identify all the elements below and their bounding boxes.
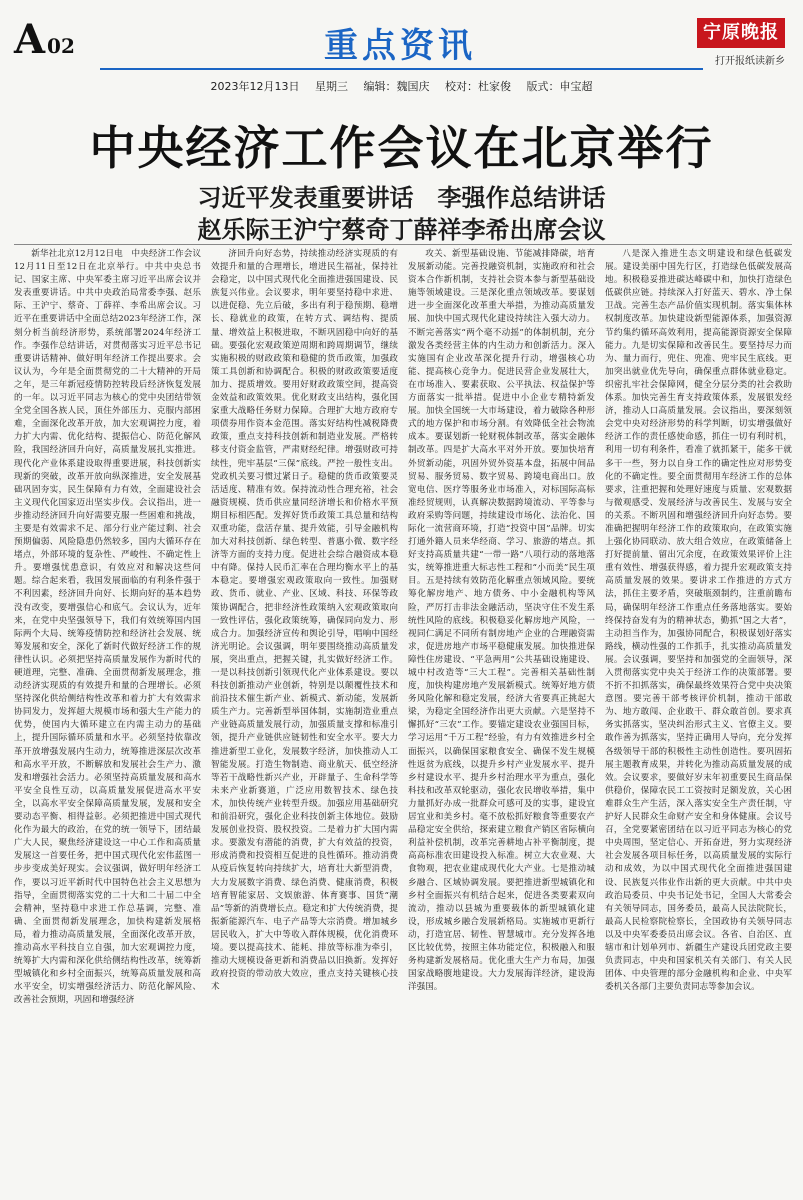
newspaper-slogan: 打开报纸读新乡 — [715, 56, 785, 67]
article-column-1 — [14, 248, 201, 1192]
issue-weekday: 星期三 — [315, 80, 348, 93]
column-text: 新华社北京12月12日电 中央经济工作会议12月11日至12日在北京举行。中共中央总书记、国家主席、中央军委主席习近平出席会议并发表重要讲话。中共中央政治局常委李强、赵乐际、王沪宁、蔡奇、丁薛祥、李希出席会议。习近平在重要讲话中全面总结2023年经济工作，深刻分析当前经济形势，系统部署2024年经济工作。李强作总结讲话，对贯彻落实习近平总书记重要讲话精神、做好明年经济工作提出要求。会议认为，今年是全面贯彻党的二十大精神的开局之年，是三年新冠疫情防控转段后经济恢复发展的一年。以习近平同志为核心的党中央团结带领全党全国各族人民，顶住外部压力、克服内部困难，全面深化改革开放，加大宏观调控力度，着力扩大内需、优化结构、提振信心、防范化解风险，我国经济回升向好，高质量发展扎实推进。现代化产业体系建设取得重要进展，科技创新实现新的突破，改革开放向纵深推进，安全发展基础巩固夯实，民生保障有力有效，全面建设社会主义现代化国家迈出坚实步伐。会议指出，进一步推动经济回升向好需要克服一些困难和挑战，主要是有效需求不足、部分行业产能过剩、社会预期偏弱、风险隐患仍然较多，国内大循环存在堵点，外部环境的复杂性、严峻性、不确定性上升。要增强忧患意识，有效应对和解决这些问题。综合起来看，我国发展面临的有利条件强于不利因素，经济回升向好、长期向好的基本趋势没有改变，要增强信心和底气。会议认为，近年来，在党中央坚强领导下，我们有效统筹国内国际两个大局、统筹疫情防控和经济社会发展、统筹发展和安全，深化了新时代做好经济工作的规律性认识。必须把坚持高质量发展作为新时代的硬道理，完整、准确、全面贯彻新发展理念，推动经济实现质的有效提升和量的合理增长。必须坚持深化供给侧结构性改革和着力扩大有效需求协同发力，发挥超大规模市场和强大生产能力的优势，使国内大循环建立在内需主动力的基础上，提升国际循环质量和水平。必须坚持依靠改革开放增强发展内生动力，统筹推进深层次改革和高水平开放，不断解放和发展社会生产力、激发和增强社会活力。必须坚持高质量发展和高水平安全良性互动，以高质量发展促进高水平安全，以高水平安全保障高质量发展，发展和安全要动态平衡、相得益彰。必须把推进中国式现代化作为最大的政治，在党的统一领导下，团结最广大人民，聚焦经济建设这一中心工作和高质量发展这一首要任务，把中国式现代化宏伟蓝图一步步变成美好现实。会议强调，做好明年经济工作，要以习近平新时代中国特色社会主义思想为指导，全面贯彻落实党的二十大和二十届二中全会精神，坚持稳中求进工作总基调，完整、准确、全面贯彻新发展理念，加快构建新发展格局，着力推动高质量发展，全面深化改革开放，推动高水平科技自立自强，加大宏观调控力度，统筹扩大内需和深化供给侧结构性改革，统筹新型城镇化和乡村全面振兴，统筹高质量发展和高水平安全，切实增强经济活力、防范化解风险、改善社会预期，巩固和增强经济 — [14, 249, 201, 1006]
page-header — [0, 0, 803, 100]
designer-credit: 版式：申宝超 — [526, 80, 593, 93]
editor-credit: 编辑：魏国庆 — [363, 80, 430, 93]
header-divider — [100, 68, 703, 70]
issue-date: 2023年12月13日 — [210, 80, 300, 93]
headline-divider — [14, 244, 792, 245]
dateline — [0, 78, 803, 94]
newspaper-logo: 宁原晚报 — [697, 18, 785, 48]
page-num: 02 — [47, 34, 75, 58]
article-subhead-2: 赵乐际王沪宁蔡奇丁薛祥李希出席会议 — [197, 215, 606, 244]
page-number — [14, 16, 75, 63]
article-headline: 中央经济工作会议在北京举行 — [89, 121, 714, 175]
article-subhead-1: 习近平发表重要讲话 李强作总结讲话 — [197, 183, 606, 212]
proofreader-credit: 校对：杜家俊 — [445, 80, 511, 93]
column-text: 攻关、新型基础设施、节能减排降碳，培育发展新动能。完善投融资机制，实施政府和社会资本合作新机制，支持社会资本参与新型基础设施等领域建设。三是深化重点领域改革。要谋划进一步全面深化改革重大举措，为推动高质量发展、加快中国式现代化建设持续注入强大动力。不断完善落实“两个毫不动摇”的体制机制，充分激发各类经营主体的内生动力和创新活力。深入实施国有企业改革深化提升行动，增强核心功能、提高核心竞争力。促进民营企业发展壮大，在市场准入、要素获取、公平执法、权益保护等方面落实一批举措。促进中小企业专精特新发展。加快全国统一大市场建设，着力破除各种形式的地方保护和市场分割。有效降低全社会物流成本。要谋划新一轮财税体制改革，落实金融体制改革。四是扩大高水平对外开放。要加快培育外贸新动能，巩固外贸外资基本盘，拓展中间品贸易、服务贸易、数字贸易、跨境电商出口。放宽电信、医疗等服务业市场准入，对标国际高标准经贸规则，认真解决数据跨境流动、平等参与政府采购等问题，持续建设市场化、法治化、国际化一流营商环境，打造“投资中国”品牌。切实打通外籍人员来华经商、学习、旅游的堵点。抓好支持高质量共建“一带一路”八项行动的落地落实，统筹推进重大标志性工程和“小而美”民生项目。五是持续有效防范化解重点领域风险。要统筹化解房地产、地方债务、中小金融机构等风险，严厉打击非法金融活动，坚决守住不发生系统性风险的底线。积极稳妥化解房地产风险，一视同仁满足不同所有制房地产企业的合理融资需求，促进房地产市场平稳健康发展。加快推进保障性住房建设、“平急两用”公共基础设施建设、城中村改造等“三大工程”。完善相关基础性制度，加快构建房地产发展新模式。统筹好地方债务风险化解和稳定发展，经济大省要真正挑起大梁，为稳定全国经济作出更大贡献。六是坚持不懈抓好“三农”工作。要锚定建设农业强国目标，学习运用“千万工程”经验，有力有效推进乡村全面振兴，以确保国家粮食安全、确保不发生规模性返贫为底线，以提升乡村产业发展水平、提升乡村建设水平、提升乡村治理水平为重点，强化科技和改革双轮驱动，强化农民增收举措，集中力量抓好办成一批群众可感可及的实事，建设宜居宜业和美乡村。毫不放松抓好粮食等重要农产品稳定安全供给，探索建立粮食产销区省际横向利益补偿机制，改革完善耕地占补平衡制度，提高高标准农田建设投入标准。树立大农业观、大食物观，把农业建成现代化大产业。七是推动城乡融合、区域协调发展。要把推进新型城镇化和乡村全面振兴有机结合起来，促进各类要素双向流动，推动以县城为重要载体的新型城镇化建设，形成城乡融合发展新格局。实施城市更新行动，打造宜居、韧性、智慧城市。充分发挥各地区比较优势，按照主体功能定位，积极融入和服务构建新发展格局。优化重大生产力布局，加强国家战略腹地建设。大力发展海洋经济，建设海洋强国。 — [408, 249, 595, 993]
article-body — [14, 248, 792, 1192]
article-column-3 — [408, 248, 595, 1192]
column-text: 济回升向好态势，持续推动经济实现质的有效提升和量的合理增长，增进民生福祉，保持社会稳定，以中国式现代化全面推进强国建设、民族复兴伟业。会议要求，明年要坚持稳中求进、以进促稳、先立后破，多出有利于稳预期、稳增长、稳就业的政策，在转方式、调结构、提质量、增效益上积极进取，不断巩固稳中向好的基础。要强化宏观政策逆周期和跨周期调节，继续实施积极的财政政策和稳健的货币政策，加强政策工具创新和协调配合。积极的财政政策要适度加力、提质增效。要用好财政政策空间，提高资金效益和政策效果。优化财政支出结构，强化国家重大战略任务财力保障。合理扩大地方政府专项债券用作资本金范围。落实好结构性减税降费政策，重点支持科技创新和制造业发展。严格转移支付资金监管，严肃财经纪律。增强财政可持续性，兜牢基层“三保”底线。严控一般性支出。党政机关要习惯过紧日子。稳健的货币政策要灵活适度、精准有效。保持流动性合理充裕，社会融资规模、货币供应量同经济增长和价格水平预期目标相匹配。发挥好货币政策工具总量和结构双重功能，盘活存量、提升效能，引导金融机构加大对科技创新、绿色转型、普惠小微、数字经济等方面的支持力度。促进社会综合融资成本稳中有降。保持人民币汇率在合理均衡水平上的基本稳定。要增强宏观政策取向一致性。加强财政、货币、就业、产业、区域、科技、环保等政策协调配合，把非经济性政策纳入宏观政策取向一致性评估，强化政策统筹，确保同向发力、形成合力。加强经济宣传和舆论引导，唱响中国经济光明论。会议强调，明年要围绕推动高质量发展，突出重点，把握关键，扎实做好经济工作。一是以科技创新引领现代化产业体系建设。要以科技创新推动产业创新，特别是以颠覆性技术和前沿技术催生新产业、新模式、新动能，发展新质生产力。完善新型举国体制，实施制造业重点产业链高质量发展行动，加强质量支撑和标准引领，提升产业链供应链韧性和安全水平。要大力推进新型工业化，发展数字经济，加快推动人工智能发展。打造生物制造、商业航天、低空经济等若干战略性新兴产业，开辟量子、生命科学等未来产业新赛道，广泛应用数智技术、绿色技术，加快传统产业转型升级。加强应用基础研究和前沿研究，强化企业科技创新主体地位。鼓励发展创业投资、股权投资。二是着力扩大国内需求。要激发有潜能的消费，扩大有效益的投资，形成消费和投资相互促进的良性循环。推动消费从疫后恢复转向持续扩大，培育壮大新型消费，大力发展数字消费、绿色消费、健康消费，积极培育智能家居、文娱旅游、体育赛事、国货“潮品”等新的消费增长点。稳定和扩大传统消费，提振新能源汽车、电子产品等大宗消费。增加城乡居民收入，扩大中等收入群体规模，优化消费环境。要以提高技术、能耗、排放等标准为牵引，推动大规模设备更新和消费品以旧换新。发挥好政府投资的带动放大效应，重点支持关键核心技术 — [211, 249, 398, 993]
section-title: 重点资讯 — [324, 26, 476, 66]
article-column-2 — [211, 248, 398, 1192]
column-text: 八是深入推进生态文明建设和绿色低碳发展。建设美丽中国先行区，打造绿色低碳发展高地。积极稳妥推进碳达峰碳中和，加快打造绿色低碳供应链。持续深入打好蓝天、碧水、净土保卫战。完善生态产品价值实现机制。落实集体林权制度改革。加快建设新型能源体系，加强资源节约集约循环高效利用，提高能源资源安全保障能力。九是切实保障和改善民生。要坚持尽力而为、量力而行，兜住、兜准、兜牢民生底线。更加突出就业优先导向，确保重点群体就业稳定。织密扎牢社会保障网，健全分层分类的社会救助体系。加快完善生育支持政策体系，发展银发经济，推动人口高质量发展。会议指出，要深刻领会党中央对经济形势的科学判断，切实增强做好经济工作的责任感使命感，抓住一切有利时机，利用一切有利条件，看准了就抓紧干，能多干就多干一些，努力以自身工作的确定性应对形势变化的不确定性。要全面贯彻用车经济工作的总体要求，注重把握和处理好速度与质量、宏观数据与微观感受、发展经济与改善民生、发展与安全的关系。不断巩固和增强经济回升向好态势。要准确把握明年经济工作的政策取向，在政策实施上强化协同联动、放大组合效应，在政策储备上打好提前量、留出冗余度，在政策效果评价上注重有效性、增强获得感，着力提升宏观政策支持高质量发展的效果。要讲求工作推进的方式方法，抓住主要矛盾，突破瓶颈制约，注重前瞻布局，确保明年经济工作重点任务落地落实。要始终保持奋发有为的精神状态，勤抓“国之大者”，主动担当作为，加强协同配合，积极谋划好落实路线，横动性强的工作抓手，扎实推动高质量发展。会议强调，要坚持和加强党的全面领导，深入贯彻落实党中央关于经济工作的决策部署。要不折不扣抓落实，确保最终效果符合党中央决策意图。要完善干部考核评价机制，推动干部敢为、地方敢闯、企业敢干、群众敢首创。要求真务实抓落实，坚决纠治形式主义、官僚主义。要敢作善为抓落实，坚持正确用人导向，充分发挥各级领导干部的积极性主动性创造性。要巩固拓展主题教育成果，并转化为推动高质量发展的成效。会议要求，要做好岁末年初重要民生商品保供稳价，保障农民工工资按时足额发放，关心困难群众生产生活，深入落实安全生产责任制，守护好人民群众生命财产安全和身体健康。会议号召，全党要紧密团结在以习近平同志为核心的党中央周围，坚定信心、开拓奋进，努力实现经济社会发展各项目标任务，以高质量发展的实际行动和成效，为以中国式现代化全面推进强国建设、民族复兴伟业作出新的更大贡献。中共中央政治局委员、中央书记处书记，全国人大常委会有关领导同志，国务委员，最高人民法院院长，最高人民检察院检察长，全国政协有关领导同志以及中央军委委员出席会议。各省、自治区、直辖市和计划单列市、新疆生产建设兵团党政主要负责同志，中央和国家机关有关部门、有关人民团体、中央管理的部分金融机构和企业、中央军委机关各部门主要负责同志等参加会议。 — [605, 249, 792, 993]
article-column-4 — [605, 248, 792, 1192]
page-letter: A — [14, 16, 46, 63]
